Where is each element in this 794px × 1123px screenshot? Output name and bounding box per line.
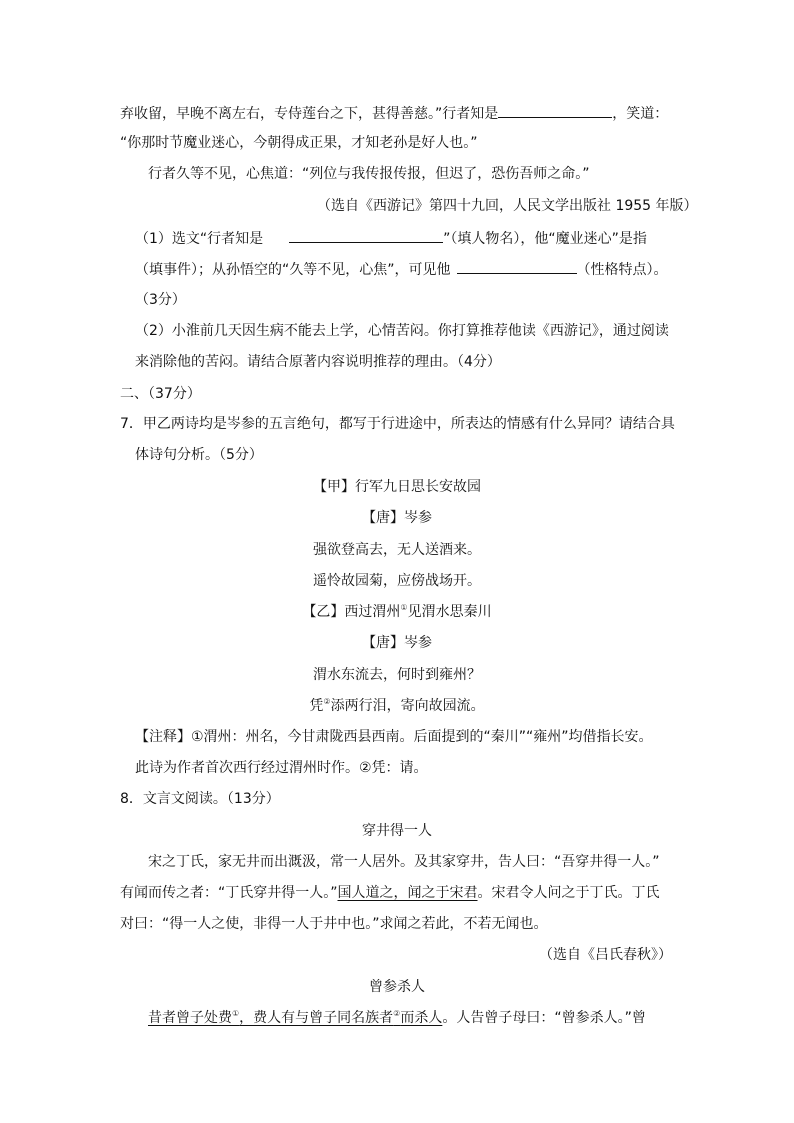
text2-line1: 昔者曾子处费①，费人有与曾子同名族者②而杀人。人告曾子母曰：“曾参杀人。”曾 <box>148 1009 646 1026</box>
excerpt-line-2: “你那时节魔业迷心，今朝得成正果，才知老孙是好人也。” <box>120 135 478 151</box>
q6-part1-line1: （1）选文“行者知是 ”（填人物名），他“魔业迷心”是指 <box>135 228 647 249</box>
text1-line1: 宋之丁氏，家无井而出溉汲，常一人居外。及其家穿井，告人曰：“吾穿井得一人。” <box>148 854 660 870</box>
text2-title: 曾参杀人 <box>369 979 425 995</box>
text1-source: （选自《吕氏春秋》） <box>539 947 672 963</box>
poem-b-author: 【唐】岑参 <box>362 635 432 651</box>
excerpt-source: （选自《西游记》第四十九回，人民文学出版社 1955 年版） <box>317 198 698 214</box>
text1-line3: 对曰：“得一人之使，非得一人于井中也。”求闻之若此，不若无闻也。 <box>120 916 548 932</box>
footnote-marker: ② <box>393 1009 401 1018</box>
text1-line2: 有闻而传之者：“丁氏穿井得一人。”国人道之，闻之于宋君。宋君令人问之于丁氏。丁氏 <box>120 885 660 901</box>
poem-a-line1: 强欲登高去，无人送酒来。 <box>313 542 481 558</box>
poem-a-title: 【甲】行军九日思长安故园 <box>313 479 481 495</box>
q7-line1: 7．甲乙两诗均是岑参的五言绝句，都写于行进途中，所表达的情感有什么异同？请结合具 <box>120 416 675 432</box>
excerpt-line-3: 行者久等不见，心焦道：“列位与我传报传报，但迟了，恐伤吾师之命。” <box>148 166 590 182</box>
q7-note-line1: 【注释】①渭州：州名，今甘肃陇西县西南。后面提到的“秦川”“雍州”均借指长安。 <box>135 729 653 745</box>
q7-note-line2: 此诗为作者首次西行经过渭州时作。②凭：请。 <box>135 760 428 776</box>
q6-part1-score: （3分） <box>135 292 186 308</box>
underlined-sentence: 国人道之，闻之于宋君 <box>337 885 478 901</box>
q6-part1-line2: （填事件）；从孙悟空的“久等不见，心焦”，可见他 （性格特点）。 <box>135 259 668 280</box>
poem-b-line1: 渭水东流去，何时到雍州？ <box>313 667 481 683</box>
section-heading: 二、（37分） <box>120 386 201 402</box>
q8-heading: 8．文言文阅读。（13分） <box>120 791 280 807</box>
q6-part2-line1: （2）小淮前几天因生病不能去上学，心情苦闷。你打算推荐他读《西游记》，通过阅读 <box>135 323 669 339</box>
q6-part2-line2: 来消除他的苦闷。请结合原著内容说明推荐的理由。（4分） <box>135 354 501 370</box>
poem-a-author: 【唐】岑参 <box>362 510 432 526</box>
answer-blank[interactable] <box>289 228 443 243</box>
poem-b-title: 【乙】西过渭州①见渭水思秦川 <box>302 603 492 620</box>
underlined-sentence: 昔者曾子处费①，费人有与曾子同名族者②而杀人 <box>148 1009 443 1026</box>
excerpt-line-1: 弃收留，早晚不离左右，专侍莲台之下，甚得善慈。”行者知是 ，笑道： <box>120 103 668 124</box>
poem-b-line2: 凭②添两行泪，寄向故园流。 <box>309 697 485 714</box>
footnote-marker: ② <box>323 697 331 706</box>
q7-line2: 体诗句分析。（5分） <box>135 447 263 463</box>
footnote-marker: ① <box>400 603 408 612</box>
footnote-marker: ① <box>232 1009 240 1018</box>
answer-blank[interactable] <box>457 259 577 274</box>
answer-blank[interactable] <box>498 103 612 118</box>
poem-a-line2: 遥怜故园菊，应傍战场开。 <box>313 573 481 589</box>
text1-title: 穿井得一人 <box>362 823 432 839</box>
